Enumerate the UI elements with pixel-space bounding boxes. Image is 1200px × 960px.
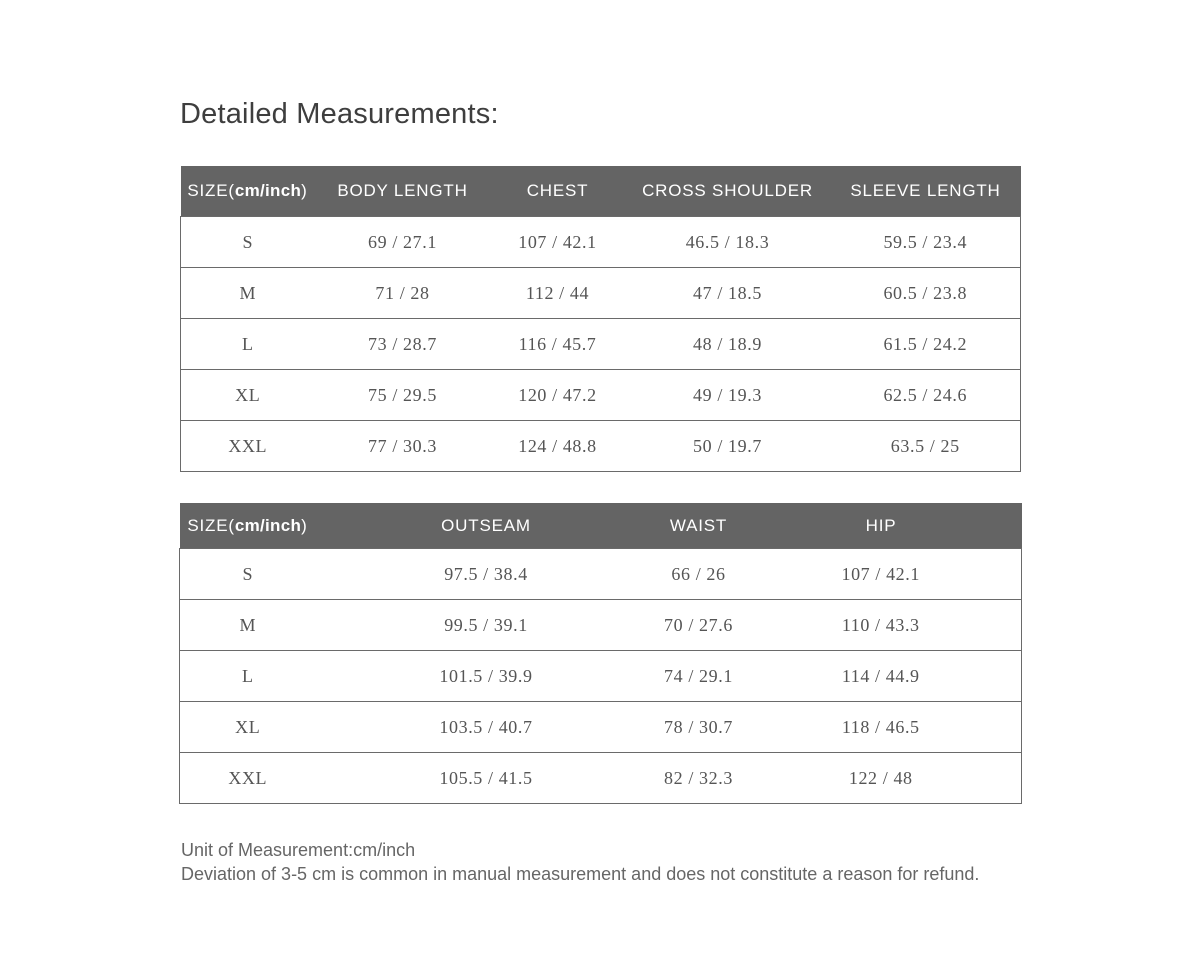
table-row: [180, 702, 1022, 753]
hip-column-header: HIP: [741, 503, 1022, 549]
hip-cell: 122 / 48: [741, 753, 1022, 804]
sleeve-length-cell: 60.5 / 23.8: [831, 268, 1021, 319]
cross-shoulder-cell: 50 / 19.7: [625, 421, 831, 472]
body-length-cell: 73 / 28.7: [315, 319, 491, 370]
table-row: [181, 268, 1021, 319]
waist-cell: 66 / 26: [657, 549, 741, 600]
outseam-cell: 103.5 / 40.7: [316, 702, 657, 753]
table-row: [180, 753, 1022, 804]
sleeve-length-cell: 59.5 / 23.4: [831, 217, 1021, 268]
table-row: [181, 421, 1021, 472]
chest-column-header: CHEST: [491, 166, 625, 217]
body-length-column-header: BODY LENGTH: [315, 166, 491, 217]
size-cell: L: [180, 651, 316, 702]
measurement-notes: [181, 838, 979, 886]
table-row: [180, 549, 1022, 600]
cross-shoulder-column-header: CROSS SHOULDER: [625, 166, 831, 217]
cross-shoulder-cell: 47 / 18.5: [625, 268, 831, 319]
outseam-cell: 101.5 / 39.9: [316, 651, 657, 702]
size-column-header: SIZE(cm/inch): [181, 166, 315, 217]
waist-column-header: WAIST: [657, 503, 741, 549]
sleeve-length-cell: 61.5 / 24.2: [831, 319, 1021, 370]
size-cell: XXL: [181, 421, 315, 472]
chest-cell: 116 / 45.7: [491, 319, 625, 370]
chest-cell: 112 / 44: [491, 268, 625, 319]
outseam-cell: 97.5 / 38.4: [316, 549, 657, 600]
body-length-cell: 75 / 29.5: [315, 370, 491, 421]
waist-cell: 82 / 32.3: [657, 753, 741, 804]
size-cell: M: [180, 600, 316, 651]
chest-cell: 107 / 42.1: [491, 217, 625, 268]
waist-cell: 78 / 30.7: [657, 702, 741, 753]
size-column-header: SIZE(cm/inch): [180, 503, 316, 549]
body-length-cell: 71 / 28: [315, 268, 491, 319]
sleeve-length-cell: 63.5 / 25: [831, 421, 1021, 472]
size-cell: XL: [180, 702, 316, 753]
table-row: [181, 217, 1021, 268]
table-header-row: [181, 166, 1021, 217]
outseam-column-header: OUTSEAM: [316, 503, 657, 549]
deviation-note: Deviation of 3-5 cm is common in manual measurement and does not constitute a reason for refund.: [181, 864, 980, 884]
size-cell: L: [181, 319, 315, 370]
waist-cell: 70 / 27.6: [657, 600, 741, 651]
table-row: [180, 600, 1022, 651]
cross-shoulder-cell: 48 / 18.9: [625, 319, 831, 370]
unit-note: Unit of Measurement:cm/inch: [181, 840, 416, 860]
sleeve-length-cell: 62.5 / 24.6: [831, 370, 1021, 421]
table-row: [180, 651, 1022, 702]
tops-size-table: [180, 166, 1021, 472]
size-cell: S: [180, 549, 316, 600]
cross-shoulder-cell: 49 / 19.3: [625, 370, 831, 421]
size-cell: XXL: [180, 753, 316, 804]
size-cell: S: [181, 217, 315, 268]
size-cell: M: [181, 268, 315, 319]
cross-shoulder-cell: 46.5 / 18.3: [625, 217, 831, 268]
sleeve-length-column-header: SLEEVE LENGTH: [831, 166, 1021, 217]
hip-cell: 110 / 43.3: [741, 600, 1022, 651]
body-length-cell: 77 / 30.3: [315, 421, 491, 472]
body-length-cell: 69 / 27.1: [315, 217, 491, 268]
size-cell: XL: [181, 370, 315, 421]
hip-cell: 114 / 44.9: [741, 651, 1022, 702]
outseam-cell: 99.5 / 39.1: [316, 600, 657, 651]
bottoms-size-table: [179, 503, 1022, 804]
table-row: [181, 319, 1021, 370]
table-header-row: [180, 503, 1022, 549]
chest-cell: 124 / 48.8: [491, 421, 625, 472]
outseam-cell: 105.5 / 41.5: [316, 753, 657, 804]
chest-cell: 120 / 47.2: [491, 370, 625, 421]
waist-cell: 74 / 29.1: [657, 651, 741, 702]
hip-cell: 118 / 46.5: [741, 702, 1022, 753]
table-row: [181, 370, 1021, 421]
hip-cell: 107 / 42.1: [741, 549, 1022, 600]
page-title: Detailed Measurements:: [180, 98, 499, 130]
